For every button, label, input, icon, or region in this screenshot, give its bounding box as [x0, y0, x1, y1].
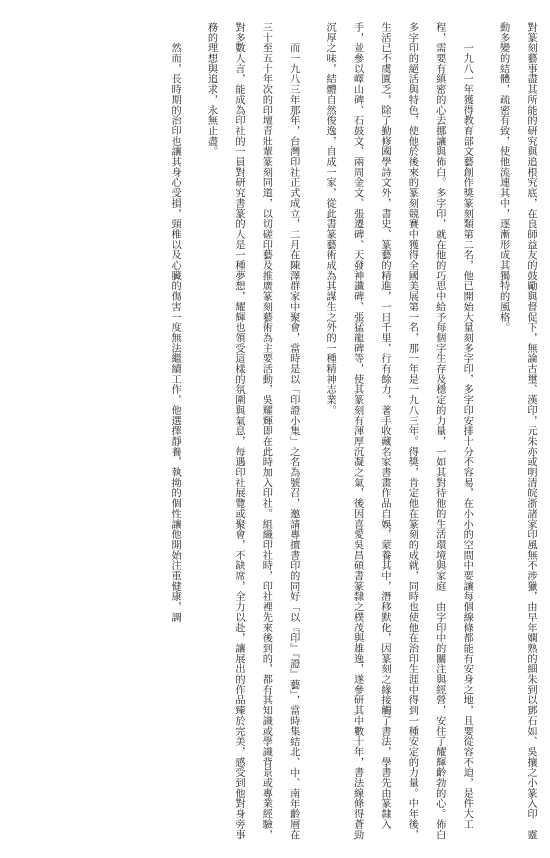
paragraph-3: 而一九八三年那年，台灣印社正式成立，二月在陳澤群家中聚會，當時是以「印證小集」之名為號召，邀請專擅書印的同好「以『印』『證』藝」，當時集結北、中、南年齡層在三十至五十年次的印壇青壯輩篆刻同道，以切磋印藝及推廣篆刻藝術為主要活動，吳耀輝即在此時加入印社。組織印社時，印社裡先來後到的，都有其知識或學識背景或專業經驗，對多數人言，能成為印社的一員對研究書篆的人是一種夢想，耀輝也領受這樣的氛圍與氣息，每遇印社展覽或聚會，不缺席，全力以赴，讓展出的作品臻於完美，感受到他對身旁事務的理想與追求，永無止盡。: [205, 22, 299, 840]
paragraph-4: 然而，長時期的治印也讓其身心受損，頸椎以及心臟的傷害一度無法繼續工作，他選擇靜養，執拗的個性讓他開始注重健康，調: [169, 22, 181, 623]
paragraph-1: 對篆刻藝事盡其所能的研究與追根究底，在良師益友的鼓勵與督促下，無論古璽、漢印，元朱亦或明清皖浙諸家印風無不涉獵，由早年嫻熟的細朱到以鄧石如、吳攘之小篆入印 靈動多變的結體，疏密有致，使他流連其中，逐漸形成其獨特的風格。: [497, 22, 536, 840]
paragraph-2: 一九八一年獲得教育部文藝創作獎篆刻類第二名，他已開始大量刻多字印，多字印安排十分不容易，在小小的空間中要讓每個線條都能有安身之地，且要從容不迫，是件大工程，需要有縝密的心去挪讓與佈白。多字印，就在他的巧思中給予每個字生存及穩定的力量，一如其對待他的生活環境與家庭 由字印中的關注與經營，安住了耀輝齡勃的心。佈白多字印的絕活與特色，使他於後來的篆刻競賽中獲得全國美展第一名，那一年是一九八三年。得獎，肯定他在篆刻的成就，同時也使他在治印生涯中得到一種安定的力量。中年後，生活已不虞匱乏，除了勤修國學詩文外，書史、篆藝的精進，一日千里，行有餘力，著手收藏名家書畫作品自娛，蒙養其中，潛移默化，因篆刻之緣接觸了書法，學書先由篆隸入手，並參以嶧山碑、石鼓文、兩周金文、張遷碑、天發神讖碑、張猛龍碑等，使其篆刻有渾厚沉凝之氣，後因喜愛吳昌碩書篆隸之樸茂與雄逸，遂參研其中數十年，書法線條得蒼勁沉厚之味，結體自然俊逸，自成一家，從此書篆藝術成為其謀生之外的一種精神志業。: [324, 22, 473, 840]
vertical-text-body: [4, 22, 544, 842]
paragraph-gap: [307, 22, 316, 842]
paragraph-gap: [480, 22, 489, 842]
paragraph-gap: [188, 22, 197, 842]
